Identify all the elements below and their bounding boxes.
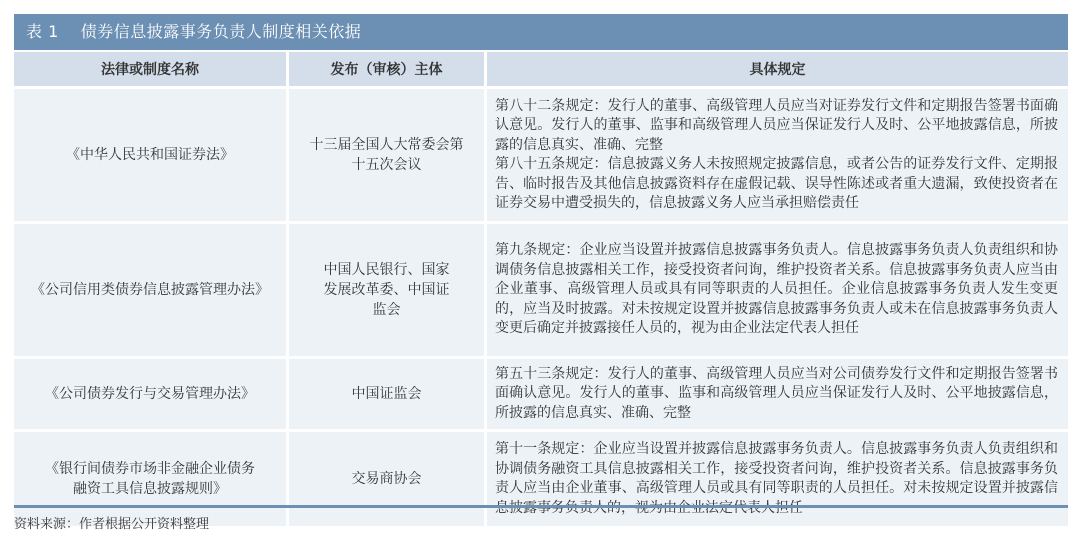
header-issuer: 发布（审核）主体 (286, 52, 484, 86)
table-number: 表 1 (26, 22, 59, 41)
rule-text: 第十一条规定：企业应当设置并披露信息披露事务负责人。信息披露事务负责人负责组织和协调债务融资工具信息披露相关工作，接受投资者问询，维护投资者关系。信息披露事务负责人应当由企业董事、高级管理人员或具有同等职责的人员担任。对未按规定设置并披露信 (495, 441, 1058, 496)
table-row (14, 86, 1068, 221)
law-name-cell: 《中华人民共和国证券法》 (14, 86, 286, 221)
issuer-cell (286, 86, 484, 221)
rule-text: 第八十二条规定：发行人的董事、高级管理人员应当对证券发行文件和定期报告签署书面确认意见。发行人的董事、监事和高级管理人员应当保证发行人及时、公平地披露信息，所披露的信息真实、准确、完整 (495, 97, 1058, 153)
rules-cell (484, 86, 1068, 221)
table-title: 债券信息披露事务负责人制度相关依据 (80, 22, 362, 41)
rule-text: 第九条规定：企业应当设置并披露信息披露事务负责人。信息披露事务负责人负责组织和协调债务信息披露相关工作，接受投资者问询，维护投资者关系。信息披露事务负责人应当由企业董事、高级管理人员或具有同等职责的人员担任。企业信息披露事务负责人发生变更的，应当及时披露。对未按规定设置并披露信息披露事务负责人或未在信息披露事务负责人变更后确定并披露接任人员的，视为由企业法定代表人担任 (495, 242, 1058, 337)
law-name-cell: 《公司信用类债券信息披露管理办法》 (14, 221, 286, 356)
table-row (14, 221, 1068, 356)
regulation-table (14, 52, 1068, 526)
table-row (14, 356, 1068, 429)
issuer-cell: 中国证监会 (286, 356, 484, 429)
law-name-text: 《银行间债券市场非金融企业债务融资工具信息披露规则》 (45, 461, 255, 497)
law-name-cell (14, 429, 286, 526)
rules-cell (484, 429, 1068, 526)
table-title-bar (14, 14, 1068, 50)
issuer-cell (286, 221, 484, 356)
law-name-cell: 《公司债券发行与交易管理办法》 (14, 356, 286, 429)
table-header-row (14, 52, 1068, 86)
rules-cell (484, 221, 1068, 356)
issuer-cell: 交易商协会 (286, 429, 484, 526)
issuer-text: 十三届全国人大常委会第十五次会议 (309, 137, 464, 173)
table-bottom-rule (14, 505, 1068, 508)
rule-text: 第五十三条规定：发行人的董事、高级管理人员应当对公司债券发行文件和定期报告签署书面确认意见。发行人的董事、监事和高级管理人员应当保证发行人及时、公平地披露信息，所披露的信息真实、准确、完整 (495, 365, 1058, 421)
rules-cell (484, 356, 1068, 429)
issuer-text: 中国人民银行、国家发展改革委、中国证监会 (323, 262, 450, 318)
header-specific-rules: 具体规定 (484, 52, 1068, 86)
header-law-name: 法律或制度名称 (14, 52, 286, 86)
rule-text: 第八十五条规定：信息披露义务人未按照规定披露信息，或者公告的证券发行文件、定期报告、临时报告及其他信息披露资料存在虚假记载、误导性陈述或者重大遗漏，致使投资者在证券交易中遭受损失的，信息披露义务人应当承担赔偿责任 (495, 156, 1058, 211)
table-row (14, 429, 1068, 526)
source-note: 资料来源：作者根据公开资料整理 (14, 517, 210, 532)
